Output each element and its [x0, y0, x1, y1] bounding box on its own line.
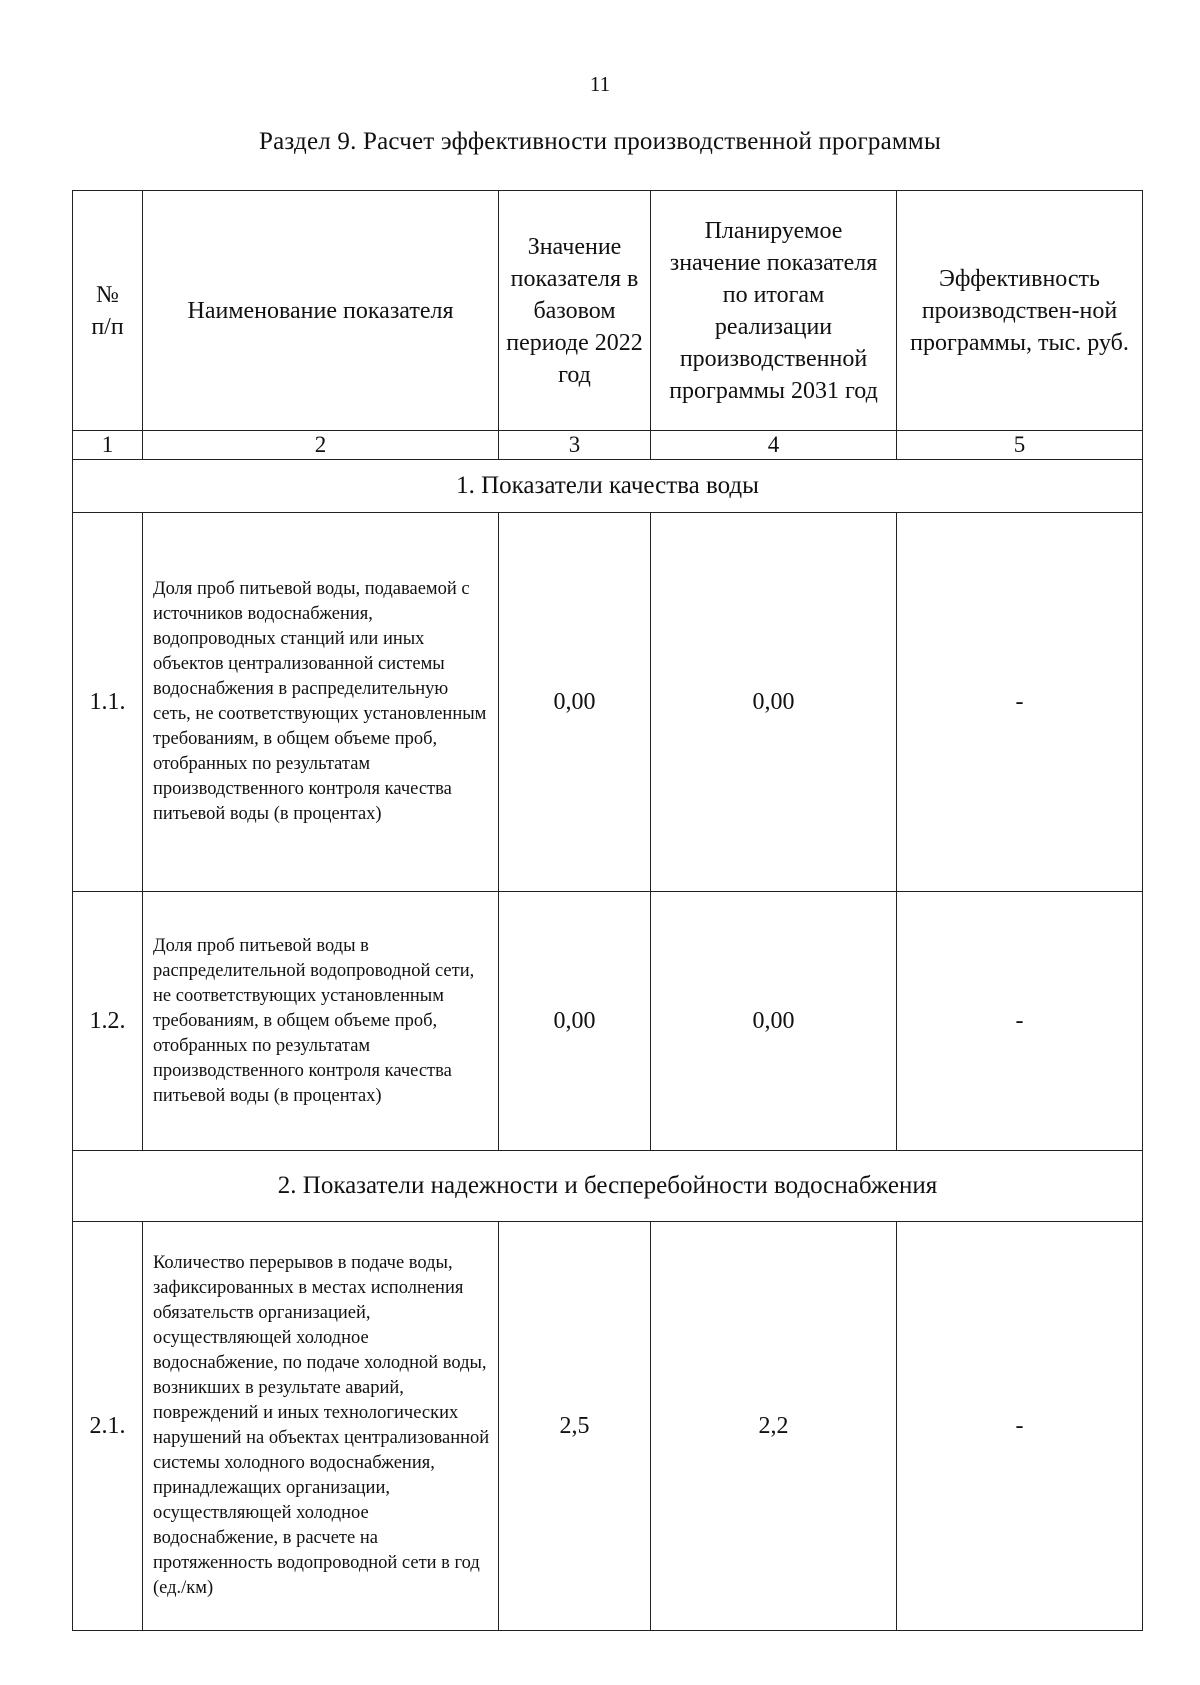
table-row [73, 1222, 1143, 1631]
section-title: Раздел 9. Расчет эффективности производственной программы [259, 128, 941, 155]
column-number: 2 [143, 431, 499, 460]
column-number: 4 [651, 431, 897, 460]
column-number-row [73, 431, 1143, 460]
header-cell-number: № п/п [73, 191, 143, 431]
header-cell-planned: Планируемое значение показателя по итогам реализации производственной программы 2031 год [651, 191, 897, 431]
row-index: 1.1. [73, 513, 143, 892]
row-planned-value: 0,00 [651, 513, 897, 892]
row-base-value: 0,00 [499, 892, 651, 1151]
column-number: 1 [73, 431, 143, 460]
row-effect-value: - [897, 1222, 1143, 1631]
table-row [73, 892, 1143, 1151]
row-effect-value: - [897, 892, 1143, 1151]
row-index: 1.2. [73, 892, 143, 1151]
header-cell-name: Наименование показателя [143, 191, 499, 431]
section-heading: 1. Показатели качества воды [73, 460, 1143, 513]
row-index: 2.1. [73, 1222, 143, 1631]
efficiency-table [72, 190, 1143, 1631]
section-row [73, 1151, 1143, 1222]
section-row [73, 460, 1143, 513]
row-planned-value: 0,00 [651, 892, 897, 1151]
row-base-value: 0,00 [499, 513, 651, 892]
row-planned-value: 2,2 [651, 1222, 897, 1631]
row-base-value: 2,5 [499, 1222, 651, 1631]
table-row [73, 513, 1143, 892]
table-header-row [73, 191, 1143, 431]
row-name: Количество перерывов в подаче воды, зафиксированных в местах исполнения обязательств организацией, осуществляющей холодное водоснабжение, по подаче холодной воды, возникших в результате аварий, повреждений и иных технологических нарушений на объектах централизованной системы холодного водоснабжения, принадлежащих организации, осуществляющей холодное водоснабжение, в расчете на протяженность водопроводной сети в год (ед./км) [143, 1222, 499, 1631]
column-number: 3 [499, 431, 651, 460]
row-name: Доля проб питьевой воды, подаваемой с источников водоснабжения, водопроводных станций или иных объектов централизованной системы водоснабжения в распределительную сеть, не соответствующих установленным требованиям, в общем объеме проб, отобранных по результатам производственного контроля качества питьевой воды (в процентах) [143, 513, 499, 892]
column-number: 5 [897, 431, 1143, 460]
header-cell-base: Значение показателя в базовом периоде 2022 год [499, 191, 651, 431]
section-heading: 2. Показатели надежности и бесперебойности водоснабжения [73, 1151, 1143, 1222]
row-effect-value: - [897, 513, 1143, 892]
row-name: Доля проб питьевой воды в распределительной водопроводной сети, не соответствующих установленным требованиям, в общем объеме проб, отобранных по результатам производственного контроля качества питьевой воды (в процентах) [143, 892, 499, 1151]
page-number: 11 [589, 72, 611, 96]
header-cell-effect: Эффективность производствен-ной программы, тыс. руб. [897, 191, 1143, 431]
